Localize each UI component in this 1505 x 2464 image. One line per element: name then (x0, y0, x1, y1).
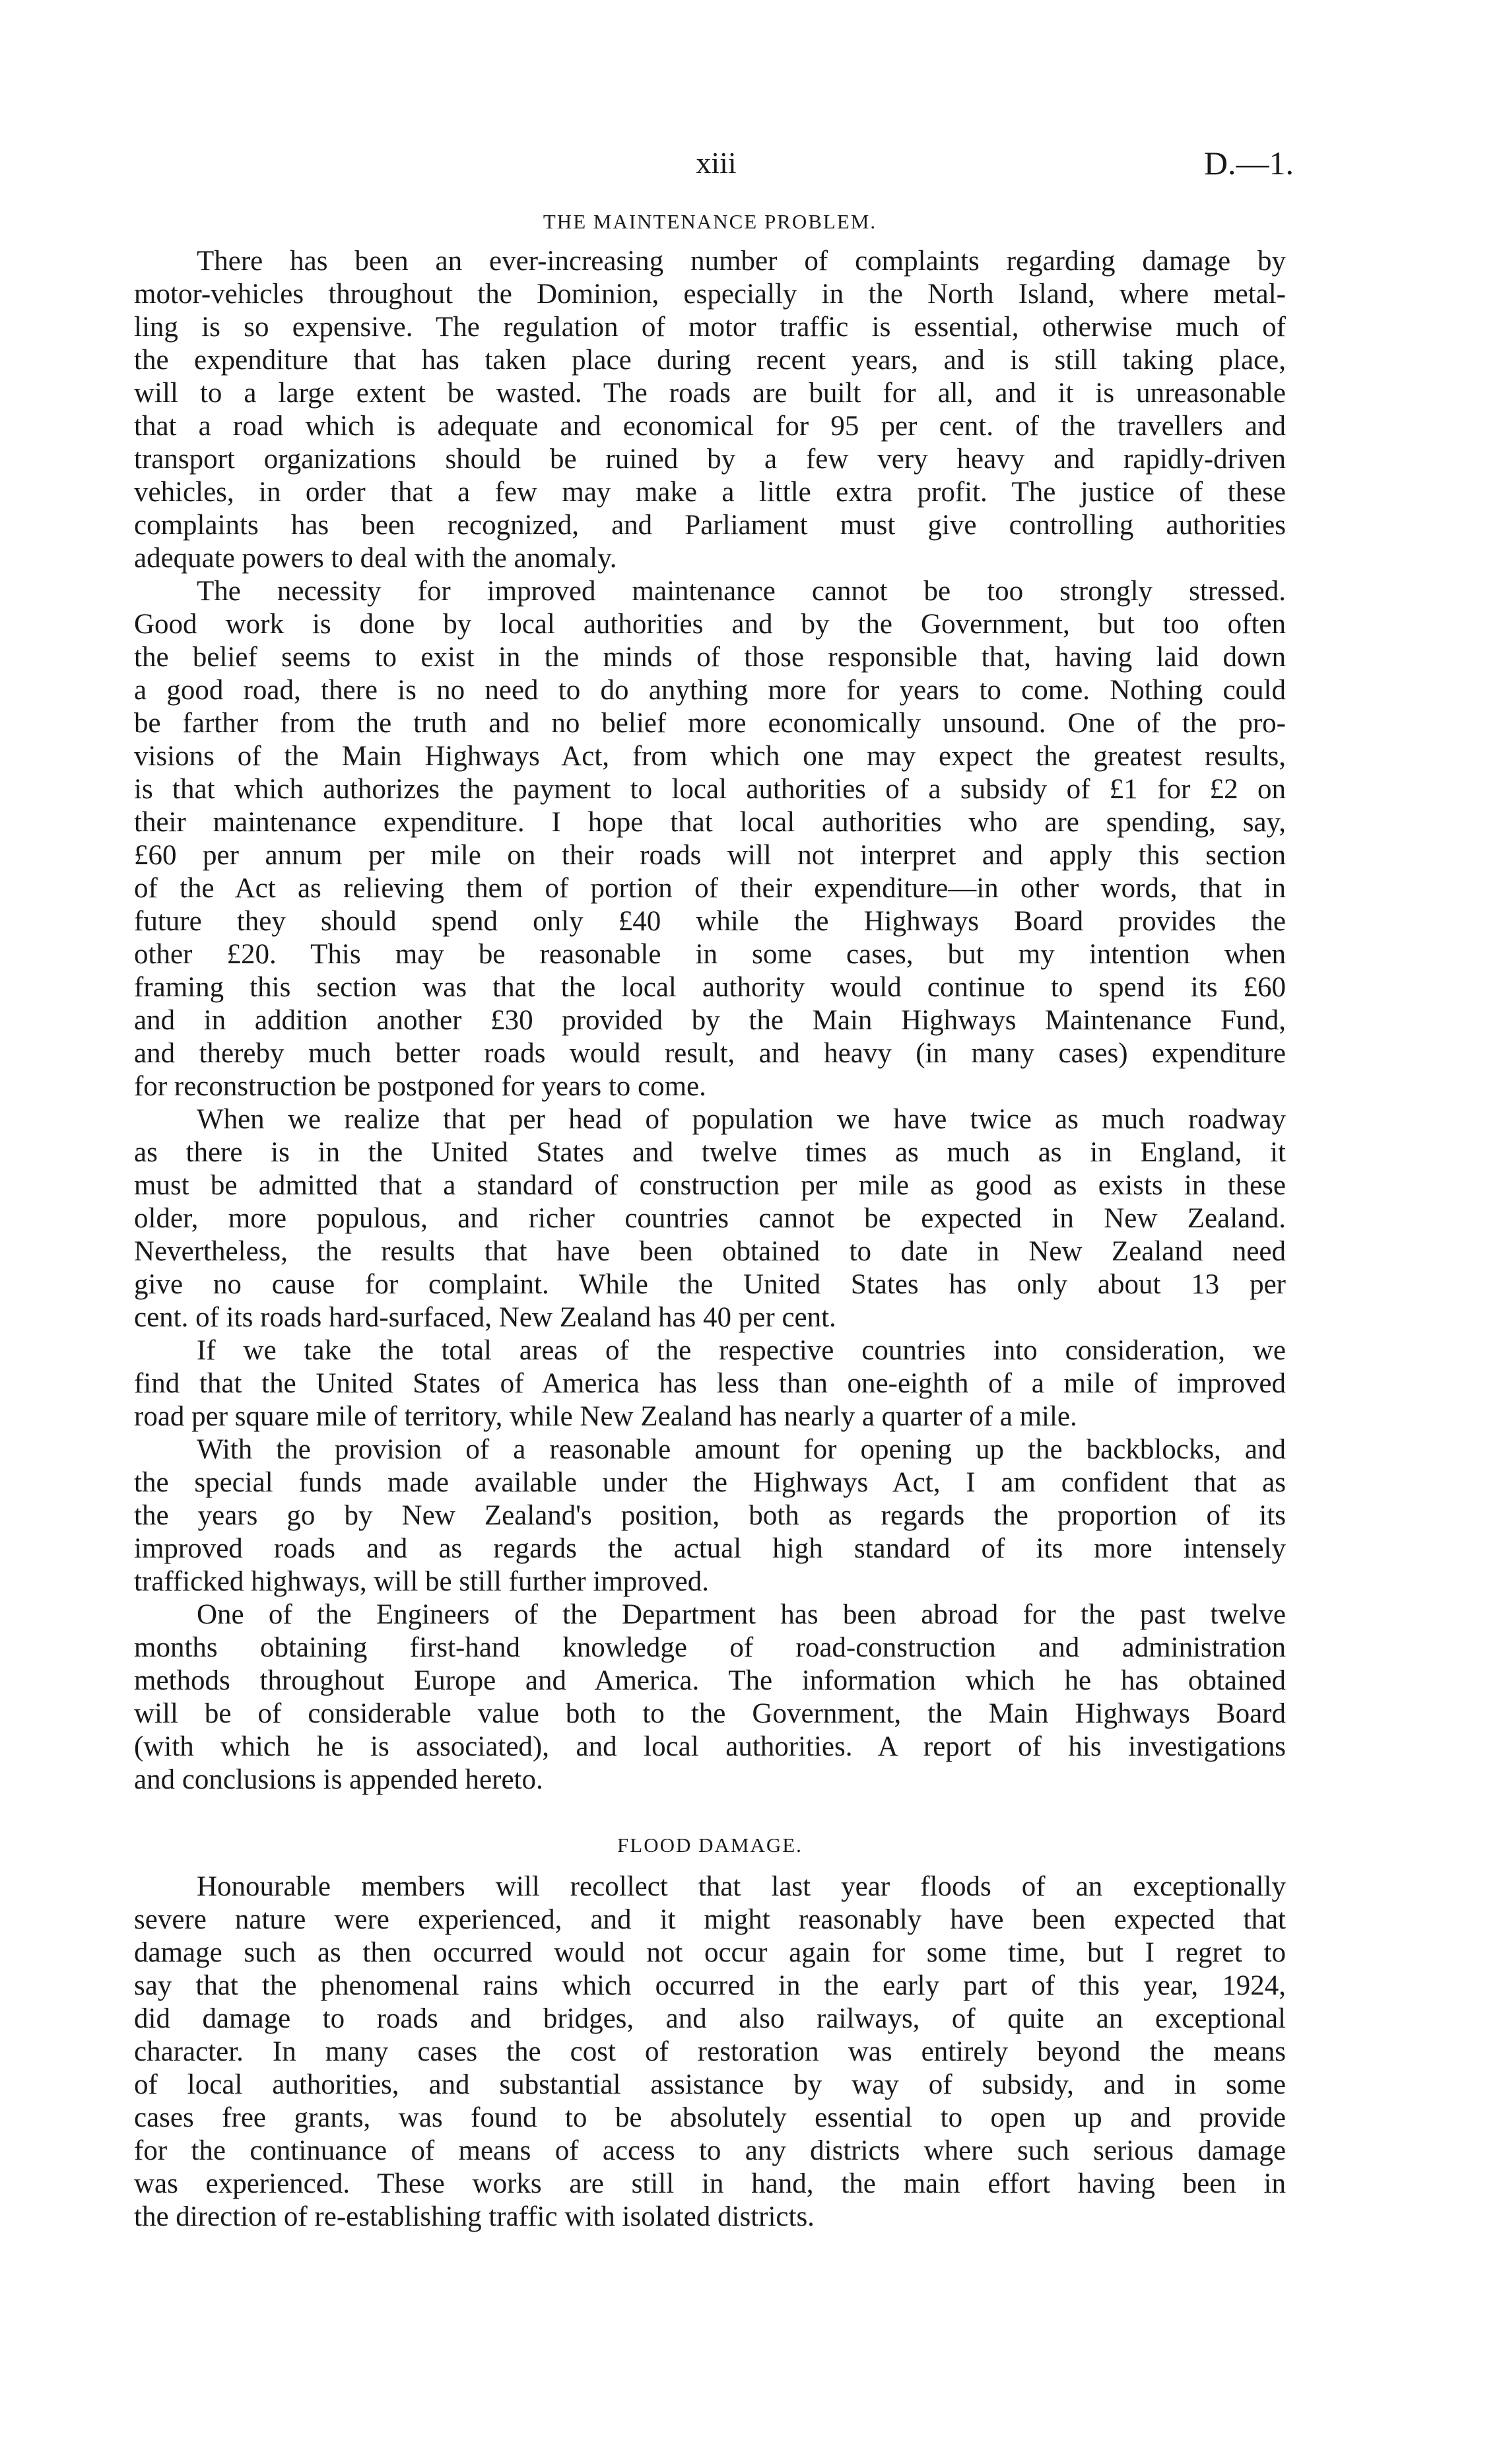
text-line: of local authorities, and substantial assistance by way of subsidy, and in some (134, 2069, 1286, 2100)
text-line: did damage to roads and bridges, and also railways, of quite an exceptional (134, 2003, 1286, 2034)
text-line: for reconstruction be postponed for years to come. (134, 1071, 706, 1102)
text-line: methods throughout Europe and America. The information which he has obtained (134, 1665, 1286, 1696)
text-line: (with which he is associated), and local authorities. A report of his investigations (134, 1731, 1286, 1762)
section-body-flood-damage (134, 1870, 1286, 2234)
section-body-maintenance (134, 245, 1286, 1797)
text-line: If we take the total areas of the respective countries into consideration, we (197, 1335, 1286, 1366)
text-line: and thereby much better roads would result, and heavy (in many cases) expenditure (134, 1038, 1286, 1069)
text-line: of the Act as relieving them of portion of their expenditure—in other words, that in (134, 873, 1286, 904)
text-line: that a road which is adequate and economical for 95 per cent. of the travellers and (134, 411, 1286, 442)
text-line: improved roads and as regards the actual high standard of its more intensely (134, 1533, 1286, 1564)
text-line: a good road, there is no need to do anything more for years to come. Nothing could (134, 675, 1286, 706)
text-line: The necessity for improved maintenance cannot be too strongly stressed. (197, 576, 1286, 607)
text-line: say that the phenomenal rains which occurred in the early part of this year, 1924, (134, 1970, 1286, 2001)
text-line: cases free grants, was found to be absolutely essential to open up and provide (134, 2102, 1286, 2133)
text-line: £60 per annum per mile on their roads will not interpret and apply this section (134, 840, 1286, 871)
paragraph (134, 575, 1286, 1103)
text-line: complaints has been recognized, and Parliament must give controlling authorities (134, 510, 1286, 541)
document-code: D.—1. (1203, 145, 1294, 182)
text-line: will to a large extent be wasted. The roads are built for all, and it is unreasonable (134, 378, 1286, 409)
text-line: the direction of re-establishing traffic with isolated districts. (134, 2201, 815, 2232)
text-line: vehicles, in order that a few may make a little extra profit. The justice of these (134, 477, 1286, 508)
text-line: visions of the Main Highways Act, from which one may expect the greatest results, (134, 741, 1286, 772)
paragraph (134, 1103, 1286, 1334)
text-line: must be admitted that a standard of construction per mile as good as exists in these (134, 1170, 1286, 1201)
text-line: When we realize that per head of population we have twice as much roadway (197, 1104, 1286, 1135)
text-line: other £20. This may be reasonable in some cases, but my intention when (134, 939, 1286, 970)
paragraph (134, 1870, 1286, 2234)
text-line: is that which authorizes the payment to local authorities of a subsidy of £1 for £2 on (134, 774, 1286, 805)
text-line: older, more populous, and richer countries cannot be expected in New Zealand. (134, 1203, 1286, 1234)
text-line: cent. of its roads hard-surfaced, New Zealand has 40 per cent. (134, 1302, 836, 1333)
text-line: road per square mile of territory, while New Zealand has nearly a quarter of a mile. (134, 1401, 1077, 1432)
page-number: xiii (696, 146, 737, 180)
text-line: transport organizations should be ruined by a few very heavy and rapidly-driven (134, 444, 1286, 475)
text-line: be farther from the truth and no belief more economically unsound. One of the pro- (134, 708, 1286, 739)
text-line: for the continuance of means of access to any districts where such serious damage (134, 2135, 1286, 2166)
text-line: future they should spend only £40 while the Highways Board provides the (134, 906, 1286, 937)
section-title-maintenance: THE MAINTENANCE PROBLEM. (543, 210, 877, 233)
paragraph (134, 1598, 1286, 1797)
text-line: months obtaining first-hand knowledge of road-construction and administration (134, 1632, 1286, 1663)
text-line: damage such as then occurred would not occur again for some time, but I regret to (134, 1937, 1286, 1968)
text-line: will be of considerable value both to the Government, the Main Highways Board (134, 1698, 1286, 1729)
paragraph (134, 1334, 1286, 1433)
section-title-flood-damage: FLOOD DAMAGE. (617, 1833, 803, 1857)
text-line: There has been an ever-increasing number of complaints regarding damage by (197, 246, 1286, 277)
text-line: motor-vehicles throughout the Dominion, especially in the North Island, where metal- (134, 279, 1286, 310)
text-line: Good work is done by local authorities and by the Government, but too often (134, 609, 1286, 640)
text-line: framing this section was that the local authority would continue to spend its £60 (134, 972, 1286, 1003)
text-line: the belief seems to exist in the minds of those responsible that, having laid down (134, 642, 1286, 673)
text-line: One of the Engineers of the Department has been abroad for the past twelve (197, 1599, 1286, 1630)
paragraph (134, 245, 1286, 575)
text-line: was experienced. These works are still in hand, the main effort having been in (134, 2168, 1286, 2199)
text-line: the special funds made available under the Highways Act, I am confident that as (134, 1467, 1286, 1498)
text-line: ling is so expensive. The regulation of motor traffic is essential, otherwise much of (134, 312, 1286, 343)
text-line: their maintenance expenditure. I hope that local authorities who are spending, say, (134, 807, 1286, 838)
text-line: as there is in the United States and twelve times as much as in England, it (134, 1137, 1286, 1168)
text-line: severe nature were experienced, and it might reasonably have been expected that (134, 1904, 1286, 1935)
text-line: Honourable members will recollect that last year floods of an exceptionally (197, 1871, 1286, 1902)
text-line: With the provision of a reasonable amount for opening up the backblocks, and (197, 1434, 1286, 1465)
text-line: character. In many cases the cost of restoration was entirely beyond the means (134, 2036, 1286, 2067)
text-line: Nevertheless, the results that have been obtained to date in New Zealand need (134, 1236, 1286, 1267)
paragraph (134, 1433, 1286, 1598)
text-line: adequate powers to deal with the anomaly. (134, 543, 617, 574)
text-line: and in addition another £30 provided by the Main Highways Maintenance Fund, (134, 1005, 1286, 1036)
text-line: the years go by New Zealand's position, both as regards the proportion of its (134, 1500, 1286, 1531)
text-line: find that the United States of America has less than one-eighth of a mile of improved (134, 1368, 1286, 1399)
text-line: trafficked highways, will be still further improved. (134, 1566, 709, 1597)
text-line: give no cause for complaint. While the United States has only about 13 per (134, 1269, 1286, 1300)
text-line: the expenditure that has taken place during recent years, and is still taking place, (134, 345, 1286, 376)
text-line: and conclusions is appended hereto. (134, 1764, 543, 1795)
